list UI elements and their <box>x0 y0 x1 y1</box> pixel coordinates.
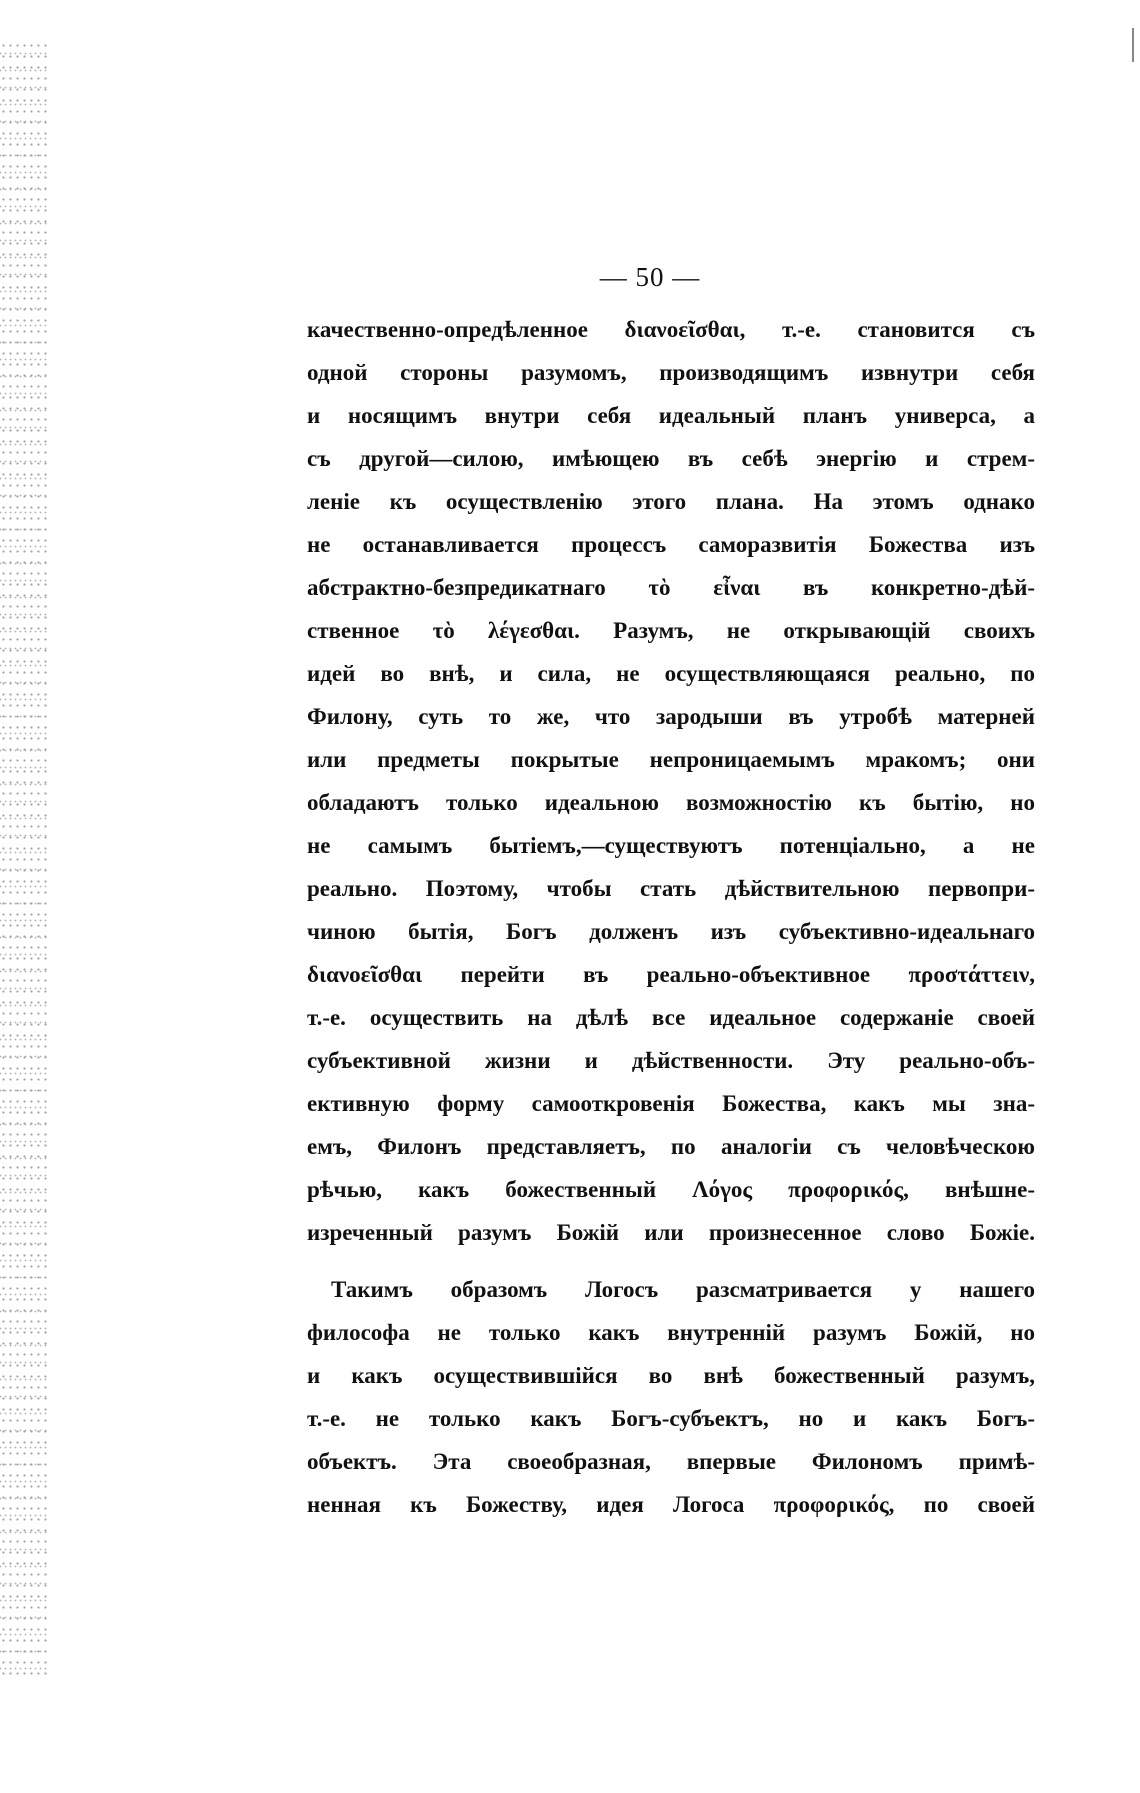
paragraph-gap <box>307 1254 1035 1268</box>
paragraph <box>307 1268 1035 1526</box>
text-line: одной стороны разумомъ, производящимъ извнутри себя <box>307 360 1035 385</box>
scan-margin-mark <box>1132 28 1134 62</box>
paragraph <box>307 308 1035 1254</box>
text-line: т.-е. осуществить на дѣлѣ все идеальное содержаніе своей <box>307 1005 1035 1030</box>
text-line: чиною бытія, Богъ долженъ изъ субъективно-идеальнаго <box>307 919 1035 944</box>
text-line: идей во внѣ, и сила, не осуществляющаяся реально, по <box>307 661 1035 686</box>
text-line: и какъ осуществившійся во внѣ божественный разумъ, <box>307 1363 1035 1388</box>
page-number-text: — 50 — <box>599 262 701 292</box>
text-line: и носящимъ внутри себя идеальный планъ универса, а <box>307 403 1035 428</box>
text-line: т.-е. не только какъ Богъ-субъектъ, но и какъ Богъ- <box>307 1406 1035 1431</box>
text-line: рѣчью, какъ божественный Λόγος προφορικός, внѣшне- <box>307 1177 1035 1202</box>
text-line: леніе къ осуществленію этого плана. На этомъ однако <box>307 489 1035 514</box>
text-line: ственное τὸ λέγεσθαι. Разумъ, не открывающій своихъ <box>307 618 1035 643</box>
text-line: ненная къ Божеству, идея Логоса προφορικός, по своей <box>307 1492 1035 1517</box>
text-line: ективную форму самооткровенія Божества, какъ мы зна- <box>307 1091 1035 1116</box>
text-line: или предметы покрытые непроницаемымъ мракомъ; они <box>307 747 1035 772</box>
text-line: съ другой—силою, имѣющею въ себѣ энергію и стрем- <box>307 446 1035 471</box>
text-line: не самымъ бытіемъ,—существуютъ потенціально, а не <box>307 833 1035 858</box>
text-line: не останавливается процессъ саморазвитія Божества изъ <box>307 532 1035 557</box>
page-body <box>307 308 1035 1526</box>
text-line: объектъ. Эта своеобразная, впервые Филономъ примѣ- <box>307 1449 1035 1474</box>
text-line: изреченный разумъ Божій или произнесенное слово Божіе. <box>307 1220 1035 1245</box>
text-line: емъ, Филонъ представляетъ, по аналогіи съ человѣческою <box>307 1134 1035 1159</box>
text-line: качественно-опредѣленное διανοεῖσθαι, т.-е. становится съ <box>307 317 1035 342</box>
page-number <box>0 262 1140 293</box>
text-line: Такимъ образомъ Логосъ разсматривается у нашего <box>331 1277 1035 1302</box>
text-line: διανοεῖσθαι перейти въ реально-объективное προστάττειν, <box>307 962 1035 987</box>
text-line: обладаютъ только идеальною возможностію къ бытію, но <box>307 790 1035 815</box>
text-line: Филону, суть то же, что зародыши въ утробѣ матерней <box>307 704 1035 729</box>
text-line: философа не только какъ внутренній разумъ Божій, но <box>307 1320 1035 1345</box>
text-line: абстрактно-безпредикатнаго τὸ εἶναι въ конкретно-дѣй- <box>307 575 1035 600</box>
text-line: реально. Поэтому, чтобы стать дѣйствительною первопри- <box>307 876 1035 901</box>
text-line: субъективной жизни и дѣйственности. Эту реально-объ- <box>307 1048 1035 1073</box>
